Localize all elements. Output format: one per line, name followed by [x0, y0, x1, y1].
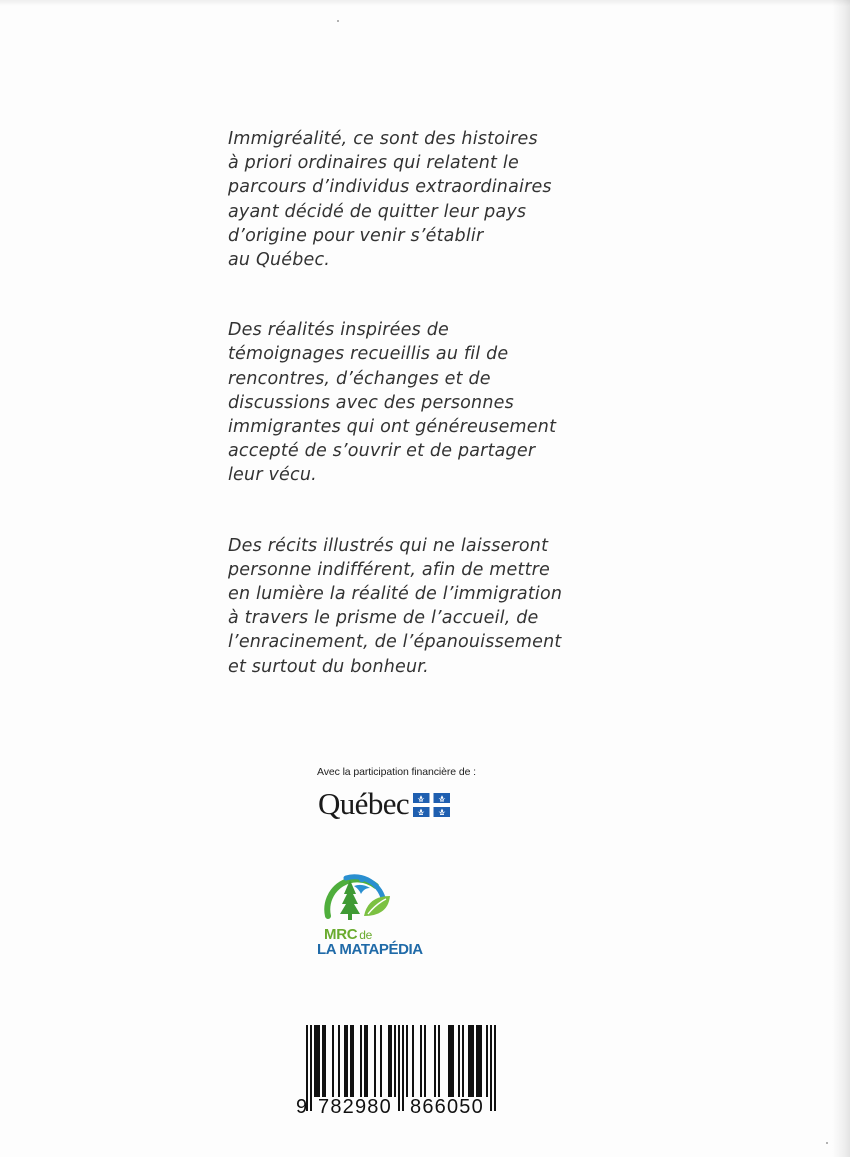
mrc-emblem-icon — [318, 872, 398, 934]
barcode-bar — [364, 1025, 368, 1097]
barcode-bar — [374, 1025, 376, 1097]
isbn-left-group: 782980 — [318, 1096, 392, 1118]
paper-speck — [826, 1142, 828, 1144]
barcode-bar — [434, 1025, 436, 1097]
barcode-bar — [462, 1025, 464, 1097]
barcode-bar — [394, 1025, 396, 1097]
fleur-de-lis-flag-icon — [413, 793, 450, 817]
funding-credit-label: Avec la participation financière de : — [317, 766, 476, 778]
mrc-logo-line2: LA MATAPÉDIA — [317, 941, 423, 958]
barcode-bar — [322, 1025, 326, 1097]
barcode-bar — [448, 1025, 454, 1097]
quebec-wordmark: Québec — [318, 786, 410, 821]
barcode-bar — [388, 1025, 392, 1097]
barcode-bar — [338, 1025, 340, 1097]
barcode-bar — [486, 1025, 488, 1097]
barcode-bar — [424, 1025, 426, 1097]
paper-speck — [337, 20, 339, 22]
barcode-bar — [344, 1025, 348, 1097]
barcode-bar — [380, 1025, 382, 1097]
isbn-number — [296, 1096, 506, 1120]
barcode-bar — [476, 1025, 482, 1097]
barcode-bar — [420, 1025, 422, 1097]
mrc-de: de — [359, 928, 373, 942]
barcode-bar — [406, 1025, 408, 1097]
blurb-paragraph-3: Des récits illustrés qui ne laisseront personne indifférent, afin de mettre en lumière la réalité de l’immigration à travers le prisme de l’accueil, de l’enracinement, de l’épanouissement et surtout du bonheur. — [228, 535, 563, 677]
mrc-la-matapedia-logo — [312, 872, 462, 962]
mrc-acronym: MRC — [324, 926, 358, 943]
page-edge-shadow-top — [0, 0, 850, 6]
barcode-bar — [468, 1025, 474, 1097]
blurb-paragraph-2: Des réalités inspirées de témoignages recueillis au fil de rencontres, d’échanges et de discussions avec des personnes immigrantes qui ont généreusement accepté de s’ouvrir et de partager leur vécu. — [228, 320, 557, 486]
page-edge-shadow-right — [832, 0, 850, 1157]
back-cover-blurb — [228, 127, 628, 725]
barcode-bar — [360, 1025, 362, 1097]
quebec-logo — [318, 787, 450, 821]
barcode-bar — [438, 1025, 440, 1097]
barcode-bar — [412, 1025, 414, 1097]
barcode-bar — [350, 1025, 354, 1097]
barcode-bar — [332, 1025, 334, 1097]
barcode-bar — [314, 1025, 320, 1097]
barcode-bar — [458, 1025, 460, 1097]
isbn-right-group: 866050 — [410, 1096, 484, 1118]
isbn-first-digit: 9 — [296, 1096, 308, 1118]
blurb-paragraph-1: Immigréalité, ce sont des histoires à priori ordinaires qui relatent le parcours d’individus extraordinaires ayant décidé de quitter leur pays d’origine pour venir s’établir au Québec. — [228, 129, 552, 271]
